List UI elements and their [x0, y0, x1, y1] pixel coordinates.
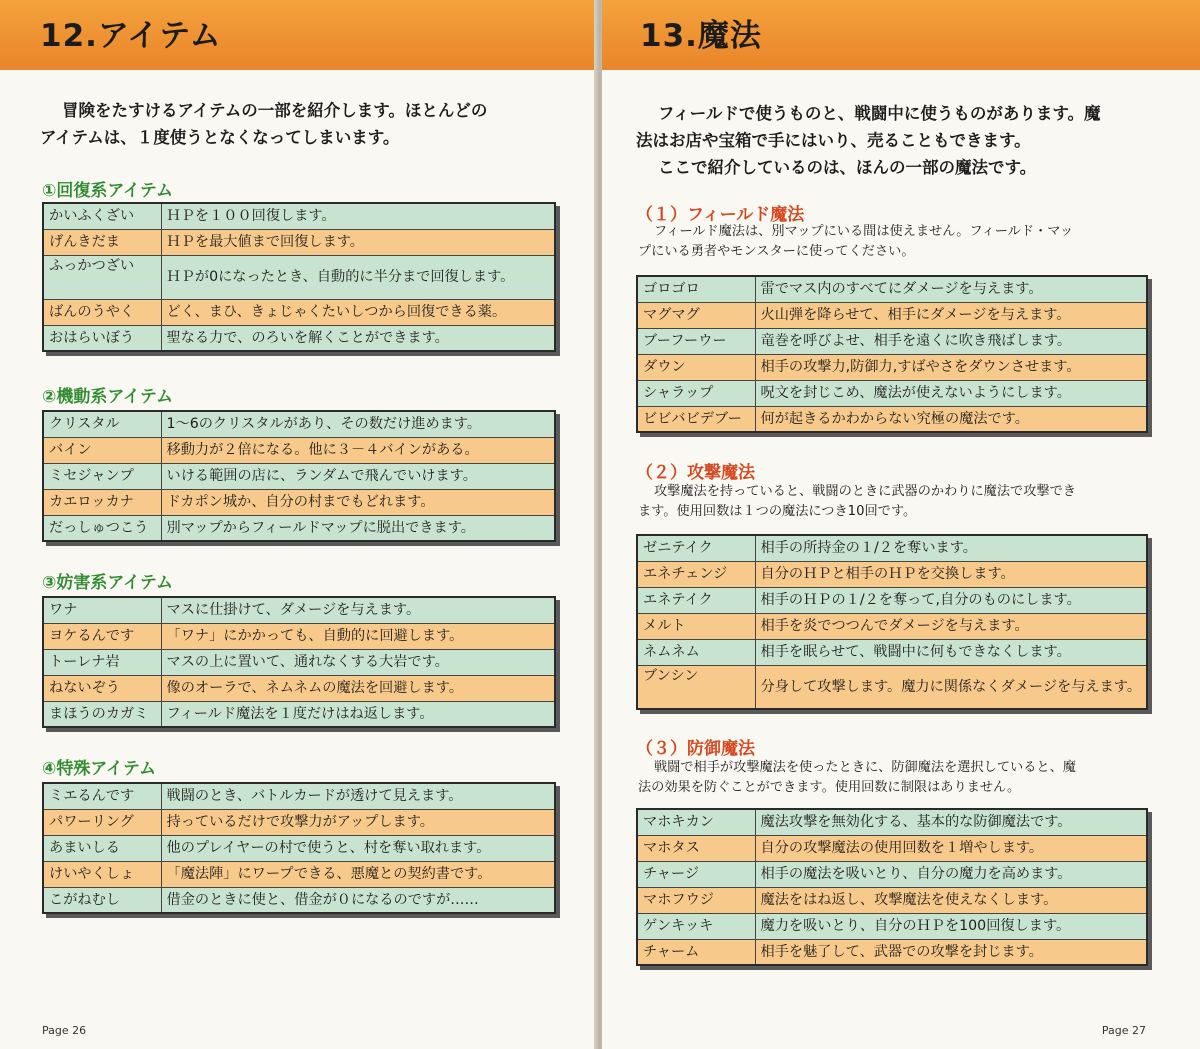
right-page-number: Page 27 — [1101, 1024, 1146, 1037]
item-name: おはらいぼう — [43, 325, 161, 351]
table-row — [637, 913, 1147, 939]
item-desc: 別マップからフィールドマップに脱出できます。 — [161, 515, 555, 541]
magic-name: マホタス — [637, 835, 755, 861]
magic-desc: 魔力を吸いとり、自分のＨＰを100回復します。 — [755, 913, 1147, 939]
item-name: ワナ — [43, 597, 161, 623]
right-intro — [636, 100, 1101, 181]
obstruction-items-table — [42, 596, 556, 728]
item-desc: いける範囲の店に、ランダムで飛んでいけます。 — [161, 463, 555, 489]
magic-name: ブーフーウー — [637, 328, 755, 354]
magic-desc: 魔法攻撃を無効化する、基本的な防御魔法です。 — [755, 809, 1147, 835]
field-magic-description — [638, 222, 1073, 262]
table-row — [637, 406, 1147, 432]
table-row — [637, 354, 1147, 380]
desc-line: 法の効果を防ぐことができます。使用回数に制限はありません。 — [638, 780, 1021, 795]
magic-desc: 相手を炎でつつんでダメージを与えます。 — [755, 613, 1147, 639]
attack-magic-description — [638, 482, 1076, 522]
desc-line: プにいる勇者やモンスターに使ってください。 — [638, 244, 915, 259]
desc-line: 攻撃魔法を持っていると、戦闘のときに武器のかわりに魔法で攻撃でき — [654, 484, 1076, 499]
magic-name: マホキカン — [637, 809, 755, 835]
magic-name: メルト — [637, 613, 755, 639]
magic-desc: 相手を眠らせて、戦闘中に何もできなくします。 — [755, 639, 1147, 665]
item-name: かいふくざい — [43, 203, 161, 229]
table-row — [43, 437, 555, 463]
item-desc: 戦闘のとき、バトルカードが透けて見えます。 — [161, 783, 555, 809]
magic-name: シャラップ — [637, 380, 755, 406]
item-name: トーレナ岩 — [43, 649, 161, 675]
magic-desc: 自分の攻撃魔法の使用回数を１増やします。 — [755, 835, 1147, 861]
item-name: クリスタル — [43, 411, 161, 437]
table-row — [637, 665, 1147, 709]
right-page — [602, 0, 1200, 1049]
magic-name: マグマグ — [637, 302, 755, 328]
table-row — [637, 835, 1147, 861]
item-desc: 他のプレイヤーの村で使うと、村を奪い取れます。 — [161, 835, 555, 861]
magic-name: ゼニテイク — [637, 535, 755, 561]
right-intro-line: ここで紹介しているのは、ほんの一部の魔法です。 — [658, 158, 1037, 177]
desc-line: 戦闘で相手が攻撃魔法を使ったときに、防御魔法を選択していると、魔 — [654, 760, 1076, 775]
table-row — [43, 515, 555, 541]
magic-name: チャージ — [637, 861, 755, 887]
section-heading-field-magic: （１）フィールド魔法 — [636, 205, 805, 225]
magic-name: ゲンキッキ — [637, 913, 755, 939]
item-name: あまいしる — [43, 835, 161, 861]
desc-line: フィールド魔法は、別マップにいる間は使えません。フィールド・マッ — [654, 224, 1074, 239]
magic-desc: 呪文を封じこめ、魔法が使えないようにします。 — [755, 380, 1147, 406]
table-row — [43, 701, 555, 727]
item-desc: 「ワナ」にかかっても、自動的に回避します。 — [161, 623, 555, 649]
left-intro-line: 冒険をたすけるアイテムの一部を紹介します。ほとんどの — [62, 101, 488, 120]
table-row — [43, 675, 555, 701]
table-row — [43, 649, 555, 675]
table-row — [637, 639, 1147, 665]
table-row — [637, 939, 1147, 965]
item-desc: マスの上に置いて、通れなくする大岩です。 — [161, 649, 555, 675]
item-name: ヨケるんです — [43, 623, 161, 649]
item-name: けいやくしょ — [43, 861, 161, 887]
item-desc: 聖なる力で、のろいを解くことができます。 — [161, 325, 555, 351]
magic-desc: 相手のＨＰの１/２を奪って,自分のものにします。 — [755, 587, 1147, 613]
right-intro-line: フィールドで使うものと、戦闘中に使うものがあります。魔 — [658, 104, 1101, 123]
magic-name: ダウン — [637, 354, 755, 380]
item-name: だっしゅつこう — [43, 515, 161, 541]
table-row — [637, 809, 1147, 835]
item-desc: 1〜6のクリスタルがあり、その数だけ進めます。 — [161, 411, 555, 437]
section-heading-attack-magic: （２）攻撃魔法 — [636, 463, 755, 483]
magic-desc: 相手の所持金の１/２を奪います。 — [755, 535, 1147, 561]
defense-magic-description — [638, 758, 1076, 798]
mobility-items-table — [42, 410, 556, 542]
table-row — [637, 887, 1147, 913]
field-magic-table — [636, 275, 1148, 433]
magic-desc: 竜巻を呼びよせ、相手を遠くに吹き飛ばします。 — [755, 328, 1147, 354]
item-desc: 借金のときに使と、借金が０になるのですが…… — [161, 887, 555, 913]
magic-desc: 何が起きるかわからない究極の魔法です。 — [755, 406, 1147, 432]
item-name: パワーリング — [43, 809, 161, 835]
left-page-number: Page 26 — [42, 1024, 87, 1037]
magic-name: ブンシン — [637, 665, 755, 709]
item-desc: 持っているだけで攻撃力がアップします。 — [161, 809, 555, 835]
item-desc: ドカポン城か、自分の村までもどれます。 — [161, 489, 555, 515]
item-desc: 像のオーラで、ネムネムの魔法を回避します。 — [161, 675, 555, 701]
special-items-table — [42, 782, 556, 914]
magic-desc: 分身して攻撃します。魔力に関係なくダメージを与えます。 — [755, 665, 1147, 709]
right-header-bar — [602, 0, 1200, 70]
magic-desc: 魔法をはね返し、攻撃魔法を使えなくします。 — [755, 887, 1147, 913]
item-desc: 移動力が２倍になる。他に３－４バインがある。 — [161, 437, 555, 463]
magic-desc: 自分のＨＰと相手のＨＰを交換します。 — [755, 561, 1147, 587]
magic-name: エネテイク — [637, 587, 755, 613]
item-name: ねないぞう — [43, 675, 161, 701]
item-desc: ＨＰを１００回復します。 — [161, 203, 555, 229]
item-desc: どく、まひ、きょじゃくたいしつから回復できる薬。 — [161, 299, 555, 325]
table-row — [637, 380, 1147, 406]
magic-name: ビビバビデブー — [637, 406, 755, 432]
table-row — [637, 535, 1147, 561]
table-row — [43, 463, 555, 489]
item-name: カエロッカナ — [43, 489, 161, 515]
item-desc: ＨＰが0になったとき、自動的に半分まで回復します。 — [161, 255, 555, 299]
table-row — [43, 325, 555, 351]
section-heading-special: ④特殊アイテム — [42, 759, 157, 779]
left-page — [0, 0, 598, 1049]
magic-name: ゴロゴロ — [637, 276, 755, 302]
table-row — [43, 783, 555, 809]
desc-line: ます。使用回数は１つの魔法につき10回です。 — [638, 504, 917, 519]
item-desc: マスに仕掛けて、ダメージを与えます。 — [161, 597, 555, 623]
left-header-bar — [0, 0, 598, 70]
magic-desc: 火山弾を降らせて、相手にダメージを与えます。 — [755, 302, 1147, 328]
magic-name: マホフウジ — [637, 887, 755, 913]
table-row — [43, 489, 555, 515]
table-row — [43, 229, 555, 255]
table-row — [637, 328, 1147, 354]
table-row — [43, 203, 555, 229]
table-row — [43, 411, 555, 437]
item-desc: 「魔法陣」にワープできる、悪魔との契約書です。 — [161, 861, 555, 887]
table-row — [43, 597, 555, 623]
table-row — [637, 302, 1147, 328]
right-page-title: 13.魔法 — [640, 18, 762, 54]
magic-desc: 相手の攻撃力,防御力,すばやさをダウンさせます。 — [755, 354, 1147, 380]
magic-desc: 雷でマス内のすべてにダメージを与えます。 — [755, 276, 1147, 302]
left-intro-line: アイテムは、１度使うとなくなってしまいます。 — [40, 128, 400, 147]
item-name: まほうのカガミ — [43, 701, 161, 727]
left-page-title: 12.アイテム — [40, 18, 222, 54]
table-row — [43, 623, 555, 649]
table-row — [637, 276, 1147, 302]
table-row — [637, 613, 1147, 639]
magic-name: エネチェンジ — [637, 561, 755, 587]
table-row — [637, 561, 1147, 587]
magic-desc: 相手を魅了して、武器での攻撃を封じます。 — [755, 939, 1147, 965]
magic-name: チャーム — [637, 939, 755, 965]
table-row — [43, 835, 555, 861]
table-row — [43, 861, 555, 887]
defense-magic-table — [636, 808, 1148, 966]
left-intro — [40, 97, 488, 151]
magic-desc: 相手の魔法を吸いとり、自分の魔力を高めます。 — [755, 861, 1147, 887]
table-row — [43, 255, 555, 299]
table-row — [43, 299, 555, 325]
item-name: ばんのうやく — [43, 299, 161, 325]
item-desc: フィールド魔法を１度だけはね返します。 — [161, 701, 555, 727]
right-intro-line: 法はお店や宝箱で手にはいり、売ることもできます。 — [636, 131, 1031, 150]
attack-magic-table — [636, 534, 1148, 710]
item-name: ミエるんです — [43, 783, 161, 809]
section-heading-mobility: ②機動系アイテム — [42, 387, 174, 407]
table-row — [43, 809, 555, 835]
item-desc: ＨＰを最大値まで回復します。 — [161, 229, 555, 255]
section-heading-recovery: ①回復系アイテム — [42, 181, 174, 201]
recovery-items-table — [42, 202, 556, 352]
magic-name: ネムネム — [637, 639, 755, 665]
item-name: バイン — [43, 437, 161, 463]
table-row — [637, 861, 1147, 887]
table-row — [43, 887, 555, 913]
section-heading-obstruction: ③妨害系アイテム — [42, 573, 174, 593]
section-heading-defense-magic: （３）防御魔法 — [636, 739, 755, 759]
item-name: ミセジャンプ — [43, 463, 161, 489]
table-row — [637, 587, 1147, 613]
item-name: ふっかつざい — [43, 255, 161, 299]
item-name: げんきだま — [43, 229, 161, 255]
item-name: こがねむし — [43, 887, 161, 913]
